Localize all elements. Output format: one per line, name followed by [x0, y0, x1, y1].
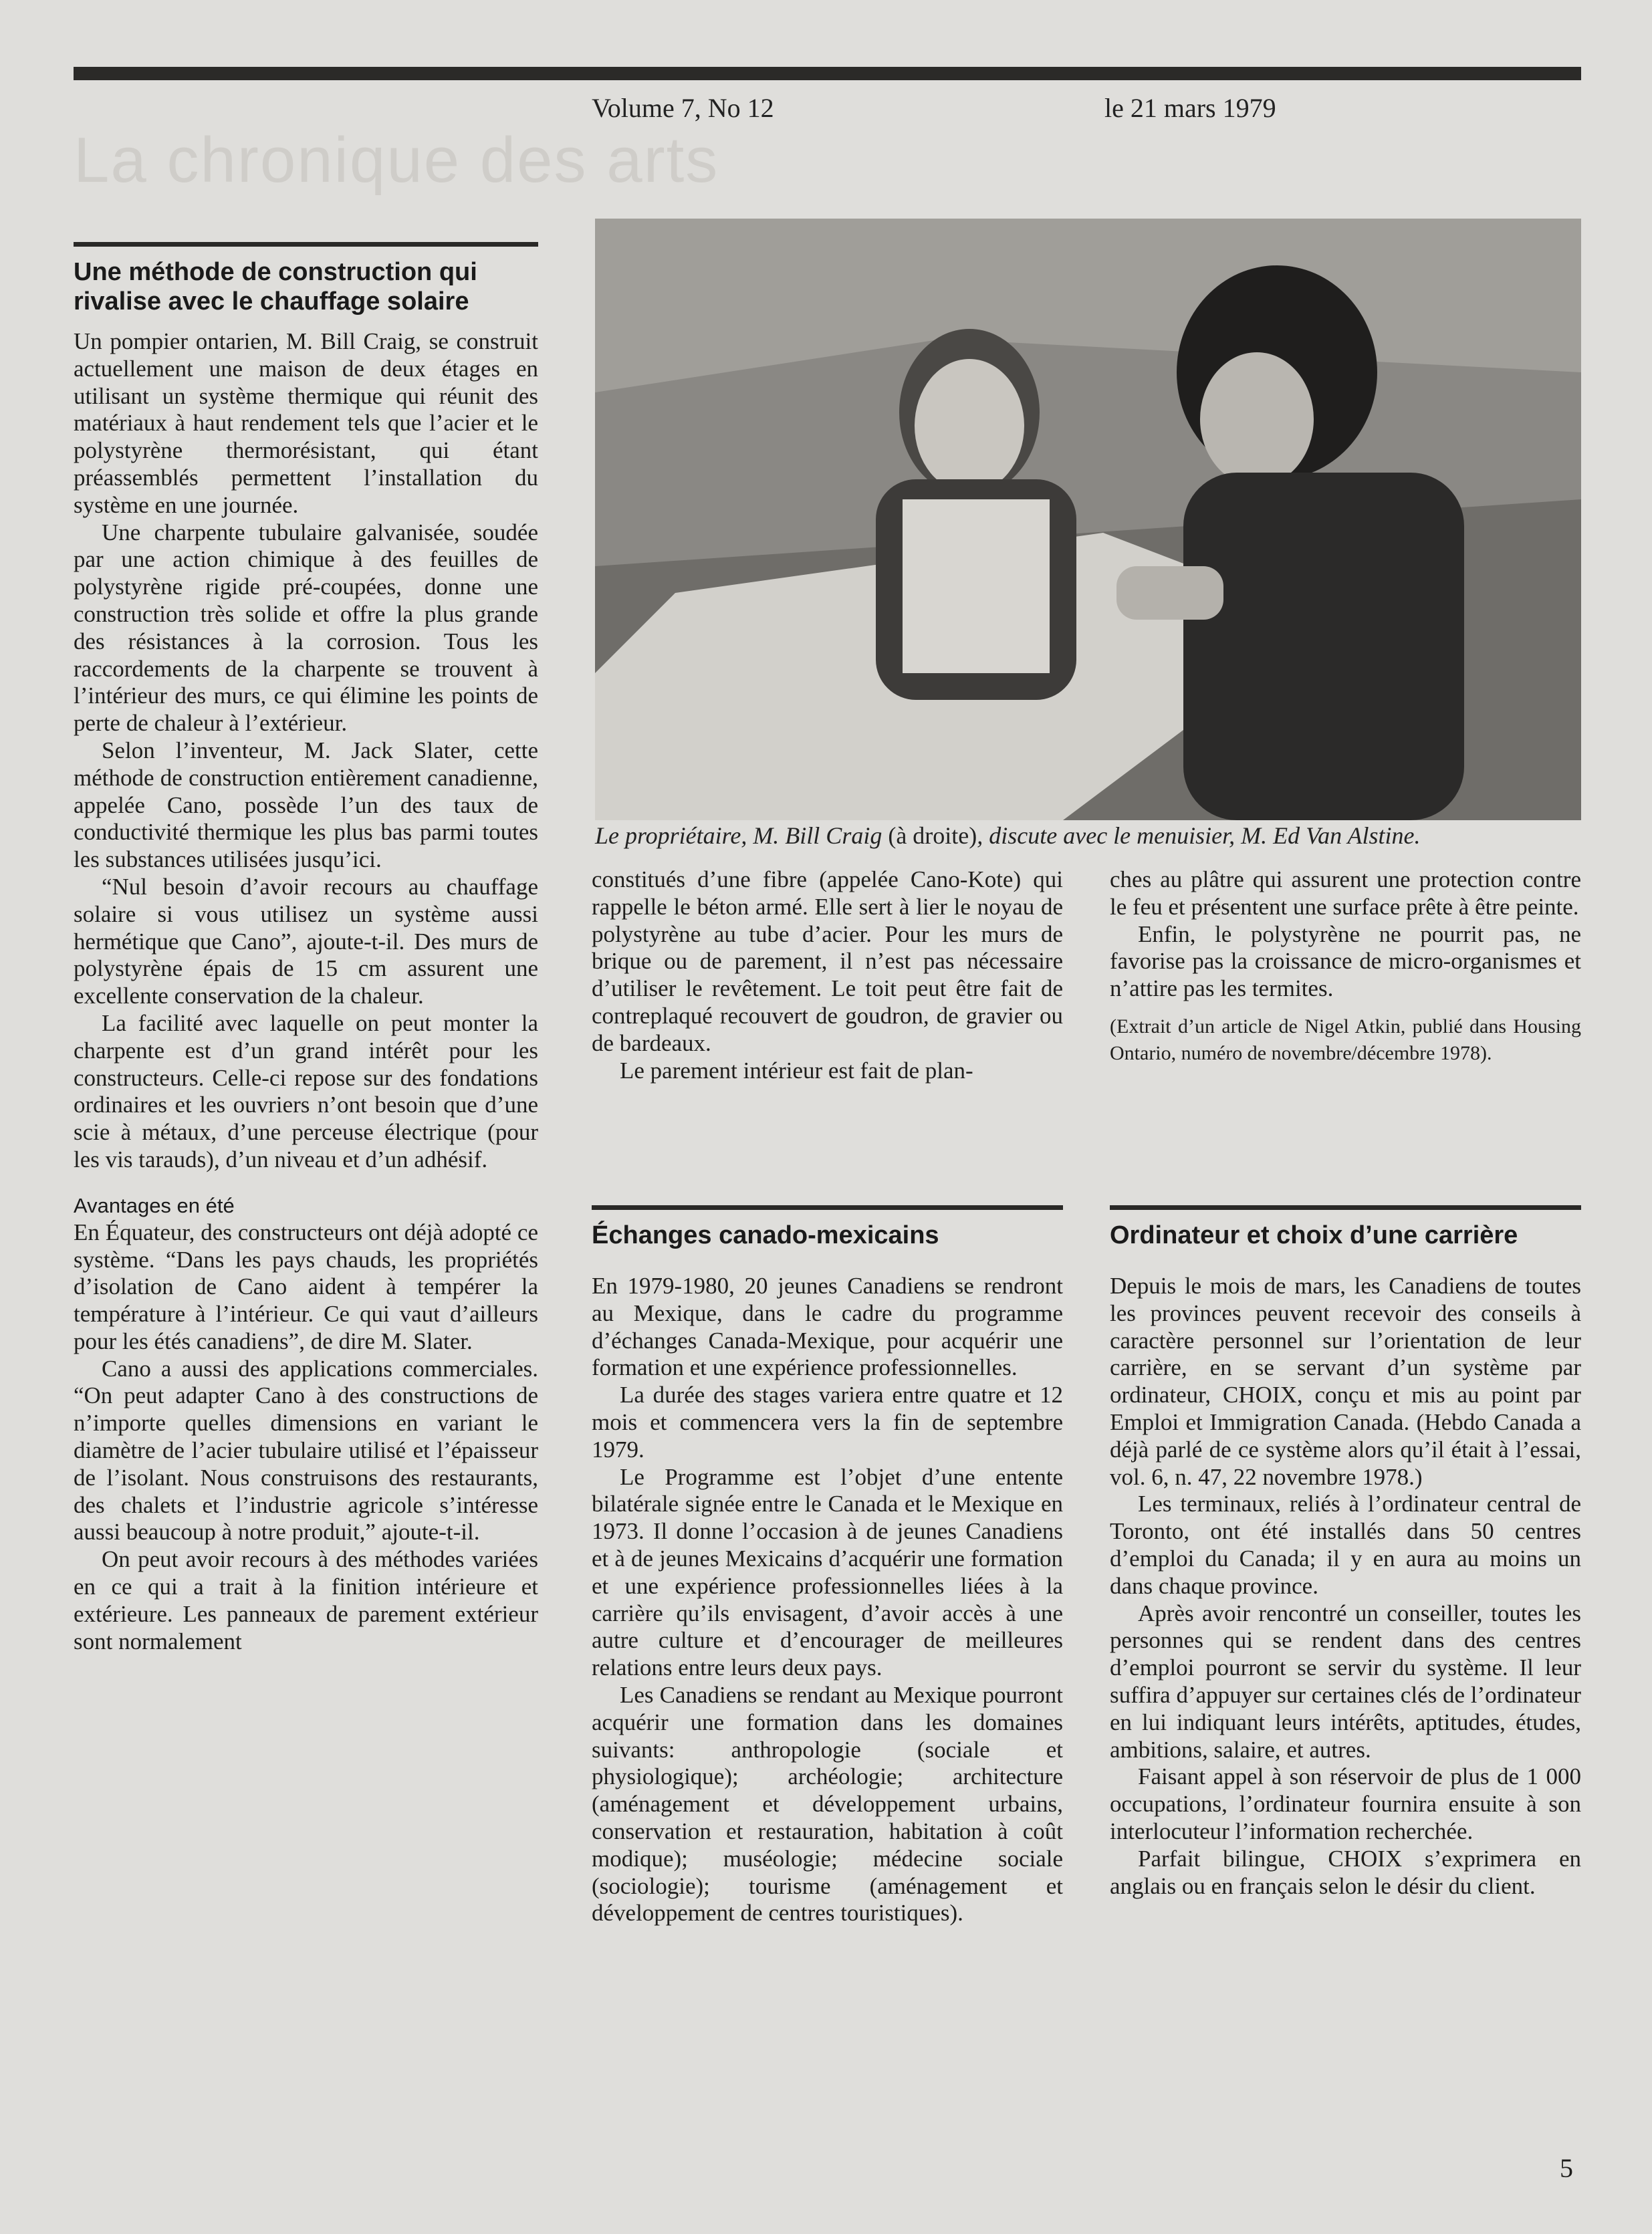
main-article-column-3	[1110, 866, 1581, 1067]
paragraph: Le parement intérieur est fait de plan-	[620, 1057, 973, 1084]
paragraph: En Équateur, des constructeurs ont déjà adopté ce système. “Dans les pays chauds, les propriétés d’isolation de Cano aident à tempérer la température à l’intérieur. Ce qui vaut d’ailleurs pour les étés canadiens”, de dire M. Slater.	[74, 1219, 538, 1354]
source-note: (Extrait d’un article de Nigel Atkin, publié dans Housing Ontario, numéro de novembre/décembre 1978).	[1110, 1015, 1581, 1064]
paragraph: Parfait bilingue, CHOIX s’exprimera en anglais ou en français selon le désir du client.	[1110, 1845, 1581, 1899]
article-rule	[592, 1205, 1063, 1210]
main-article-column-2	[592, 866, 1063, 1084]
paragraph: Le Programme est l’objet d’une entente bilatérale signée entre le Canada et le Mexique en 1973. Il donne l’occasion à de jeunes Canadiens et à de jeunes Mexicains d’acquérir une formation et une expérience professionnelles liées à la carrière qu’ils envisagent, d’avoir accès à une autre culture et d’encourager de meilleures relations entre leurs deux pays.	[592, 1463, 1063, 1681]
paragraph: Faisant appel à son réservoir de plus de 1 000 occupations, l’ordinateur fournira ensuite à son interlocuteur l’information recherchée.	[1110, 1763, 1581, 1844]
article-rule	[1110, 1205, 1581, 1210]
mexico-article	[592, 1205, 1063, 1927]
caption-part: , discute avec le menuisier, M. Ed Van Alstine.	[977, 822, 1421, 849]
subheading: Avantages en été	[74, 1193, 235, 1217]
paragraph: En 1979-1980, 20 jeunes Canadiens se rendront au Mexique, dans le cadre du programme d’échanges Canada-Mexique, pour acquérir une formation et une expérience professionnelles.	[592, 1273, 1063, 1381]
paragraph: ches au plâtre qui assurent une protection contre le feu et présentent une surface prête à être peinte.	[1110, 866, 1581, 920]
paragraph: Un pompier ontarien, M. Bill Craig, se construit actuellement une maison de deux étages en utilisant un système thermique qui réunit des matériaux à haut rendement tels que l’acier et le polystyrène thermorésistant, qui étant préassemblés permettent l’installation du système en une journée.	[74, 328, 538, 518]
main-article-title: Une méthode de construction qui rivalise avec le chauffage solaire	[74, 258, 477, 316]
paragraph: Selon l’inventeur, M. Jack Slater, cette méthode de construction entièrement canadienne, appelée Cano, possède l’un des taux de conductivité thermique les plus bas parmi toutes les substances utilisées jusqu’ici.	[74, 737, 538, 873]
paragraph: constitués d’une fibre (appelée Cano-Kote) qui rappelle le béton armé. Elle sert à lier le noyau de polystyrène au tube d’acier. Pour les murs de brique ou de parement, il n’est pas nécessaire d’utiliser le revêtement. Le toit peut être fait de contreplaqué recouvert de goudron, de gravier ou de bardeaux.	[592, 866, 1063, 1056]
paragraph: La facilité avec laquelle on peut monter la charpente est d’un grand intérêt pour les constructeurs. Celle-ci repose sur des fondations ordinaires et les ouvriers n’ont besoin que d’une scie à métaux, d’une perceuse électrique (pour les vis tarauds), d’un niveau et d’un adhésif.	[74, 1009, 538, 1172]
career-article-title: Ordinateur et choix d’une carrière	[1110, 1221, 1518, 1249]
paragraph: Une charpente tubulaire galvanisée, soudée par une action chimique à des feuilles de polystyrène rigide pré-coupées, donne une construction très solide et offre la plus grande des résistances à la corrosion. Tous les raccordements de la charpente se trouvent à l’intérieur des murs, ce qui élimine les points de perte de chaleur à l’extérieur.	[74, 519, 538, 737]
paragraph: “Nul besoin d’avoir recours au chauffage solaire si vous utilisez un système aussi hermétique que Cano”, ajoute-t-il. Des murs de polystyrène épais de 15 cm assurent une excellente conservation de la chaleur.	[74, 873, 538, 1009]
paragraph: La durée des stages variera entre quatre et 12 mois et commencera vers la fin de septembre 1979.	[592, 1382, 1063, 1463]
mexico-article-title: Échanges canado-mexicains	[592, 1221, 939, 1249]
caption-part: Le propriétaire, M. Bill Craig	[595, 822, 889, 849]
paragraph: Les Canadiens se rendant au Mexique pourront acquérir une formation dans les domaines suivants: anthropologie (sociale et physiologique); archéologie; architecture (aménagement et développement urbains, conservation et restauration, habitation à coût modique); muséologie; médecine sociale (sociologie); tourisme (aménagement et développement de centres touristiques).	[592, 1681, 1063, 1927]
paragraph: Enfin, le polystyrène ne pourrit pas, ne favorise pas la croissance de micro-organismes et n’attire pas les termites.	[1110, 920, 1581, 1002]
paragraph: Les terminaux, reliés à l’ordinateur central de Toronto, ont été installés dans 50 centres d’emploi du Canada; il y en aura au moins un dans chaque province.	[1110, 1491, 1581, 1599]
issue-date: le 21 mars 1979	[1104, 93, 1276, 123]
show-through-title: La chronique des arts	[74, 124, 719, 196]
paragraph: Depuis le mois de mars, les Canadiens de toutes les provinces peuvent recevoir des conseils à caractère personnel sur l’orientation de leur carrière, en se servant d’un système par ordinateur, CHOIX, conçu et mis au point par Emploi et Immigration Canada. (Hebdo Canada a déjà parlé de ce système alors qu’il était à l’essai, vol. 6, n. 47, 22 novembre 1978.)	[1110, 1273, 1581, 1490]
article-rule	[74, 242, 538, 247]
caption-part: (à droite)	[888, 822, 977, 849]
paragraph: Après avoir rencontré un conseiller, toutes les personnes qui se rendent dans des centres d’emploi pourront se servir du système. Il leur suffira d’appuyer sur certaines clés de l’ordinateur en lui indiquant leurs intérêts, aptitudes, études, ambitions, salaire, et autres.	[1110, 1600, 1581, 1763]
header-rule	[74, 67, 1581, 80]
paragraph: On peut avoir recours à des méthodes variées en ce qui a trait à la finition intérieure et extérieure. Les panneaux de parement extérieur sont normalement	[74, 1546, 538, 1654]
photo-image	[595, 219, 1581, 820]
photo-caption	[595, 821, 1581, 850]
main-article-column-1	[74, 242, 538, 1655]
page-number: 5	[1560, 2153, 1573, 2183]
photo-illustration	[595, 219, 1581, 820]
paragraph: Cano a aussi des applications commerciales. “On peut adapter Cano à des constructions de n’importe quelles dimensions en variant le diamètre de l’acier tubulaire utilisé et l’épaisseur de l’isolant. Nous construisons des restaurants, des chalets et l’industrie agricole s’intéresse aussi beaucoup à notre produit,” ajoute-t-il.	[74, 1355, 538, 1545]
career-article	[1110, 1205, 1581, 1900]
issue-volume: Volume 7, No 12	[592, 93, 774, 123]
